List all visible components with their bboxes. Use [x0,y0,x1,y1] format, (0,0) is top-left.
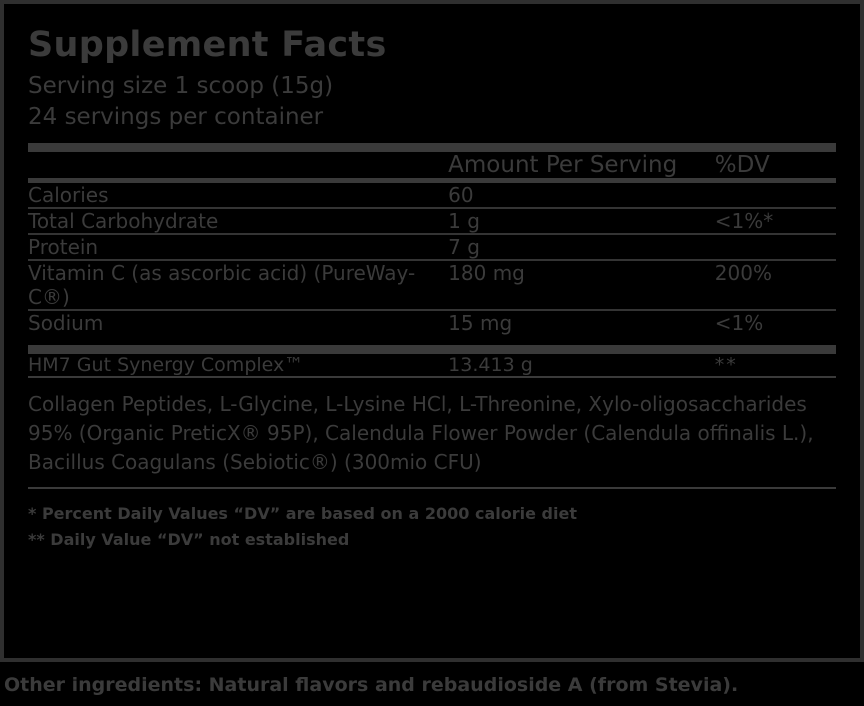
nutrient-dv: 200% [715,260,836,310]
blend-amount: 13.413 g [448,354,533,377]
nutrient-name: Vitamin C (as ascorbic acid) (PureWay-C®) [28,260,448,310]
serving-size-text: Serving size 1 scoop (15g) [28,73,334,99]
nutrient-dv [715,183,836,208]
column-header-dv: %DV [714,152,770,179]
table-row [28,183,836,208]
nutrient-dv: <1% [715,310,836,335]
nutrients-table [28,183,836,335]
blend-ingredients-text: Collagen Peptides, L-Glycine, L-Lysine HCl, L-Threonine, Xylo-oligosaccharides 95% (Organic PreticX® 95P), Calendula Flower Powder (Calendula offinalis L.), Bacillus Coagulans (Sebiotic®) (300mio CFU) [28,392,814,475]
table-row [28,310,836,335]
nutrient-amount: 1 g [448,208,715,234]
blend-table [28,354,836,376]
nutrient-amount: 180 mg [448,260,715,310]
nutrient-amount: 60 [448,183,474,208]
nutrient-name: Sodium [28,310,448,335]
column-header-name [28,152,448,178]
nutrient-name: Calories [28,183,109,208]
nutrient-dv [715,234,836,260]
divider-thick-top [28,143,836,152]
nutrient-name: Total Carbohydrate [28,208,448,234]
column-header-amount: Amount Per Serving [448,152,678,179]
nutrient-amount: 7 g [448,234,715,260]
other-ingredients-text: Other ingredients: Natural flavors and rebaudioside A (from Stevia). [4,674,739,696]
column-header-row [28,152,836,178]
blend-dv: ** [714,354,738,377]
footnote-dv-not-established: ** Daily Value “DV” not established [28,529,350,549]
table-row [28,234,836,260]
servings-per-container-text: 24 servings per container [28,104,324,131]
blend-row [28,354,836,376]
nutrient-name: Protein [28,234,448,260]
table-row [28,208,836,234]
table-row [28,260,836,310]
divider-above-blend [28,345,836,354]
footnote-daily-values: * Percent Daily Values “DV” are based on a 2000 calorie diet [28,504,577,524]
panel-title: Supplement Facts [28,25,387,65]
header-table [28,152,836,178]
blend-name: HM7 Gut Synergy Complex™ [28,354,304,377]
nutrient-dv: <1%* [715,208,836,234]
nutrient-amount: 15 mg [448,310,715,335]
